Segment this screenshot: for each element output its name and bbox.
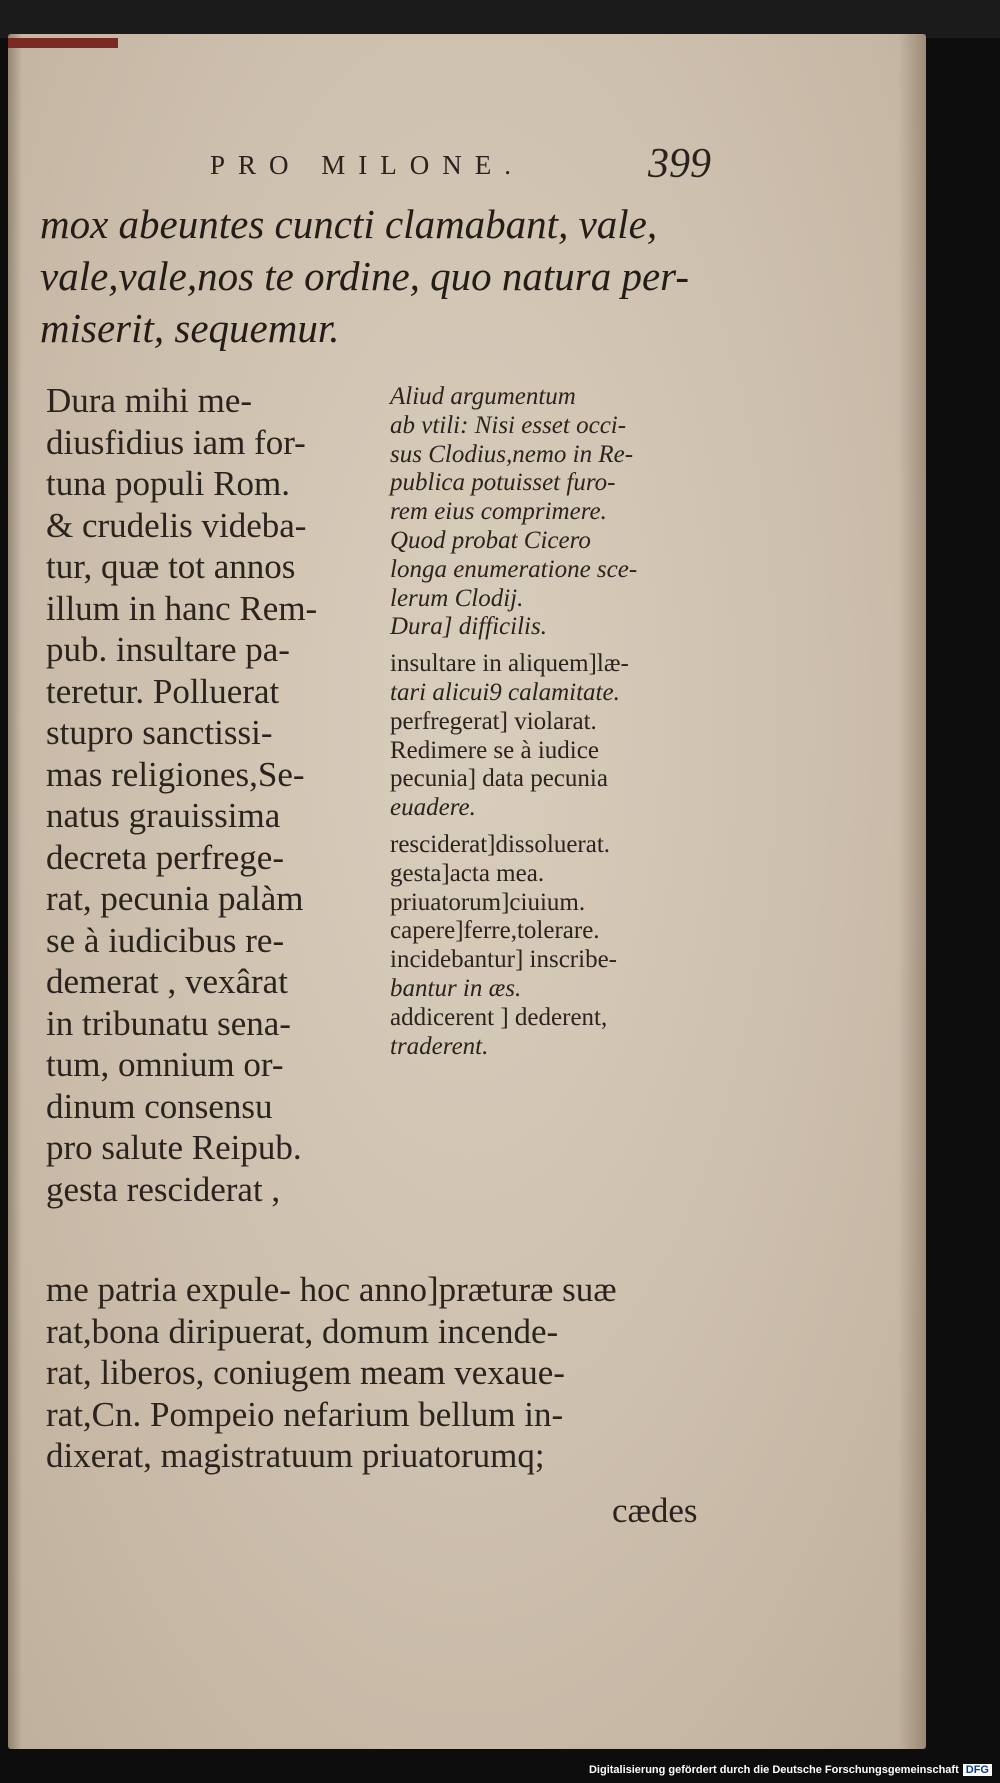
running-head: PRO MILONE. bbox=[210, 150, 525, 180]
note-line: addicerent ] dederent, bbox=[390, 1003, 608, 1031]
opening-italic-passage bbox=[40, 198, 740, 354]
note-line: sus Clodius,nemo in Re- bbox=[390, 440, 634, 468]
text-line: rat, pecunia palàm bbox=[46, 879, 304, 918]
text-line: vale,vale,nos te ordine, quo natura per- bbox=[40, 253, 689, 299]
text-line: pub. insultare pa- bbox=[46, 630, 290, 669]
text-line: natus grauissima bbox=[46, 796, 281, 835]
note-line: Quod probat Cicero bbox=[390, 526, 591, 554]
gutter-shadow bbox=[8, 34, 22, 1749]
text-line: demerat , vexârat bbox=[46, 962, 288, 1001]
note-line: rem eius comprimere. bbox=[390, 498, 607, 526]
digitization-footer bbox=[589, 1764, 992, 1776]
text-line: tum, omnium or- bbox=[46, 1045, 284, 1084]
note-line: priuatorum]ciuium. bbox=[390, 888, 586, 916]
note-line: insultare in aliquem]læ- bbox=[390, 650, 629, 678]
text-line: gesta resciderat , bbox=[46, 1169, 281, 1209]
marginal-notes-column bbox=[390, 383, 735, 1061]
note-line: incidebantur] inscribe- bbox=[390, 946, 617, 974]
note-line: Aliud argumentum bbox=[390, 383, 576, 410]
note-line: gesta]acta mea. bbox=[390, 859, 545, 887]
footer-text: Digitalisierung gefördert durch die Deutsche Forschungsgemeinschaft bbox=[588, 1764, 959, 1776]
text-line: & crudelis videba- bbox=[46, 505, 307, 545]
red-edge-mark bbox=[8, 38, 118, 48]
note-line: Redimere se à iudice bbox=[390, 736, 599, 764]
scan-top-band bbox=[0, 0, 1000, 38]
text-line: Dura mihi me- bbox=[46, 381, 253, 420]
note-line: bantur in æs. bbox=[390, 974, 522, 1002]
note-gap bbox=[390, 823, 735, 831]
page-number: 399 bbox=[648, 141, 711, 187]
text-line: mas religiones,Se- bbox=[46, 754, 305, 794]
text-line: diusfidius iam for- bbox=[46, 422, 306, 462]
note-line: Dura] difficilis. bbox=[390, 613, 547, 641]
text-line: illum in hanc Rem- bbox=[46, 588, 318, 628]
note-line: lerum Clodij. bbox=[390, 584, 524, 612]
text-line: tuna populi Rom. bbox=[46, 464, 291, 503]
note-line: tari alicui9 calamitate. bbox=[390, 678, 620, 706]
note-line: traderent. bbox=[390, 1032, 489, 1060]
note-line: publica potuisset furo- bbox=[390, 469, 616, 497]
note-line: resciderat]dissoluerat. bbox=[390, 830, 611, 858]
full-width-text bbox=[46, 1269, 736, 1477]
text-line: rat, liberos, coniugem meam vexaue- bbox=[46, 1353, 565, 1392]
note-line: ab vtili: Nisi esset occi- bbox=[390, 411, 627, 439]
main-text-column bbox=[46, 380, 386, 1210]
text-line: rat,Cn. Pompeio nefarium bellum in- bbox=[46, 1394, 564, 1434]
text-line: miserit, sequemur. bbox=[40, 305, 340, 351]
catchword: cædes bbox=[612, 1491, 698, 1530]
text-line: tur, quæ tot annos bbox=[46, 547, 296, 586]
text-line: rat,bona diripuerat, domum incende- bbox=[46, 1311, 559, 1351]
note-line: euadere. bbox=[390, 794, 476, 822]
dfg-logo: DFG bbox=[963, 1764, 992, 1776]
note-line: perfregerat] violarat. bbox=[390, 707, 597, 735]
text-line: teretur. Polluerat bbox=[46, 671, 280, 711]
text-line: stupro sanctissi- bbox=[46, 713, 273, 752]
note-line: longa enumeratione sce- bbox=[390, 555, 638, 583]
text-line: mox abeuntes cuncti clamabant, vale, bbox=[40, 201, 658, 247]
text-line: dixerat, magistratuum priuatorumq; bbox=[46, 1436, 545, 1475]
text-line: pro salute Reipub. bbox=[46, 1128, 302, 1167]
note-line: capere]ferre,tolerare. bbox=[390, 917, 600, 945]
text-line: decreta perfrege- bbox=[46, 837, 284, 877]
note-line: pecunia] data pecunia bbox=[390, 765, 608, 793]
text-line: me patria expule- hoc anno]præturæ suæ bbox=[46, 1270, 617, 1309]
text-line: dinum consensu bbox=[46, 1086, 273, 1126]
page-edge-shadow bbox=[898, 34, 926, 1749]
note-gap bbox=[390, 642, 735, 650]
text-line: se à iudicibus re- bbox=[46, 920, 285, 960]
text-line: in tribunatu sena- bbox=[46, 1003, 291, 1043]
